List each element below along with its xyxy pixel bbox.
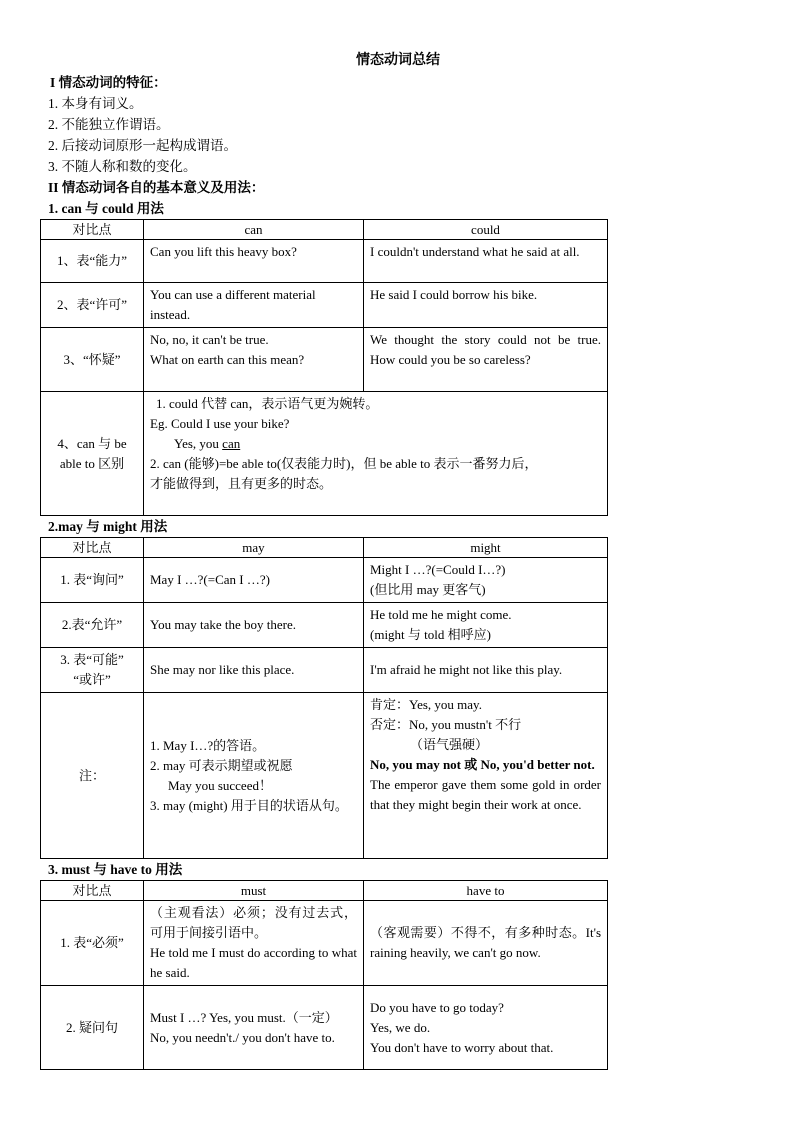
cell-line: Might I …?(=Could I…?) [370,562,506,577]
table-cell: You may take the boy there. [144,603,364,648]
row-label: 注： [41,693,144,859]
table-cell [144,901,364,986]
cell-line: No, no, it can't be true. [150,332,269,347]
table-cell: I'm afraid he might not like this play. [364,648,608,693]
cell-line: Yes, we do. [370,1019,431,1035]
table-cell: May I …?(=Can I …?) [144,558,364,603]
cell-line: (might 与 told 相呼应) [370,627,491,642]
can-could-table [40,219,608,516]
document-page [40,50,606,1070]
table-cell [144,986,364,1070]
column-header: 对比点 [41,881,144,901]
column-header: could [364,220,608,240]
must-have-to-table [40,880,608,1070]
table-cell: You can use a different material instead. [144,283,364,328]
table-cell: Can you lift this heavy box? [144,240,364,283]
cell-line: The emperor gave them some gold in order that they might begin their work at once. [370,777,601,812]
table-cell [364,603,608,648]
cell-line: What on earth can this mean? [150,352,305,367]
cell-line: （主观看法）必须；没有过去式，可用于间接引语中。 [150,905,357,940]
feature-item: 2. 后接动词原形一起构成谓语。 [48,138,237,153]
cell-line: 2. may 可表示期望或祝愿 [150,757,293,773]
cell-line: No, you needn't./ you don't have to. [150,1029,335,1045]
table-cell [144,693,364,859]
column-header: can [144,220,364,240]
row-label [41,648,144,693]
cell-line: 否定：No, you mustn't 不行 [370,717,522,732]
cell-line: He told me I must do according to what he said. [150,945,357,980]
column-header: have to [364,881,608,901]
row-label: 4、can 与 be able to 区别 [41,392,144,516]
feature-item: 1. 本身有词义。 [48,96,143,111]
row-label: 1、表“能力” [41,240,144,283]
column-header: might [364,538,608,558]
column-header: 对比点 [41,538,144,558]
cell-line: 3. may (might) 用于目的状语从句。 [150,797,348,813]
section-1-heading: I 情态动词的特征： [50,75,167,90]
cell-line: You don't have to worry about that. [370,1039,554,1055]
row-label: 1. 表“必须” [41,901,144,986]
table-cell: （客观需要）不得不，有多种时态。It's raining heavily, we can't go now. [364,901,608,986]
cell-line: （语气强硬） [410,737,489,752]
document-title: 情态动词总结 [356,53,440,68]
cell-line: (但比用 may 更客气) [370,582,486,597]
merged-note-cell [144,392,608,516]
cell-line: 肯定：Yes, you may. [370,697,482,712]
table-1-heading: 1. can 与 could 用法 [48,201,164,216]
note-line: 才能做得到，且有更多的时态。 [150,476,333,491]
table-cell: He said I could borrow his bike. [364,283,608,328]
note-text: Yes, you [174,436,223,451]
table-cell: She may nor like this place. [144,648,364,693]
row-label: 3、“怀疑” [41,328,144,392]
feature-item: 3. 不随人称和数的变化。 [48,159,197,174]
note-line [150,434,601,454]
table-3-heading: 3. must 与 have to 用法 [48,862,183,877]
note-line: Eg. Could I use your bike? [150,416,290,431]
cell-line: He told me he might come. [370,607,512,622]
note-line: 1. could 代替 can，表示语气更为婉转。 [156,396,379,411]
table-cell [364,558,608,603]
row-label: 2、表“许可” [41,283,144,328]
table-cell [144,328,364,392]
label-line: “或许” [73,672,111,687]
table-cell [364,693,608,859]
note-line: 2. can (能够)=be able to(仅表能力时)，但 be able to 表示一番努力后， [150,456,538,471]
feature-item: 2. 不能独立作谓语。 [48,117,170,132]
cell-line: Must I …? Yes, you must.（一定） [150,1009,338,1025]
may-might-table [40,537,608,859]
column-header: 对比点 [41,220,144,240]
column-header: must [144,881,364,901]
label-line: 3. 表“可能” [60,652,124,667]
row-label: 1. 表“询问” [41,558,144,603]
table-cell: We thought the story could not be true. How could you be so careless? [364,328,608,392]
row-label: 2. 疑问句 [41,986,144,1070]
table-2-heading: 2.may 与 might 用法 [48,519,168,534]
column-header: may [144,538,364,558]
cell-line: Do you have to go today? [370,999,504,1015]
underlined-word: can [222,436,241,451]
table-cell [364,986,608,1070]
cell-line: 1. May I…?的答语。 [150,737,266,753]
cell-line: No, you may not 或 No, you'd better not. [370,757,595,772]
section-2-heading: II 情态动词各自的基本意义及用法： [48,180,265,195]
row-label: 2.表“允许” [41,603,144,648]
table-cell: I couldn't understand what he said at all. [364,240,608,283]
cell-line: May you succeed！ [168,777,272,793]
